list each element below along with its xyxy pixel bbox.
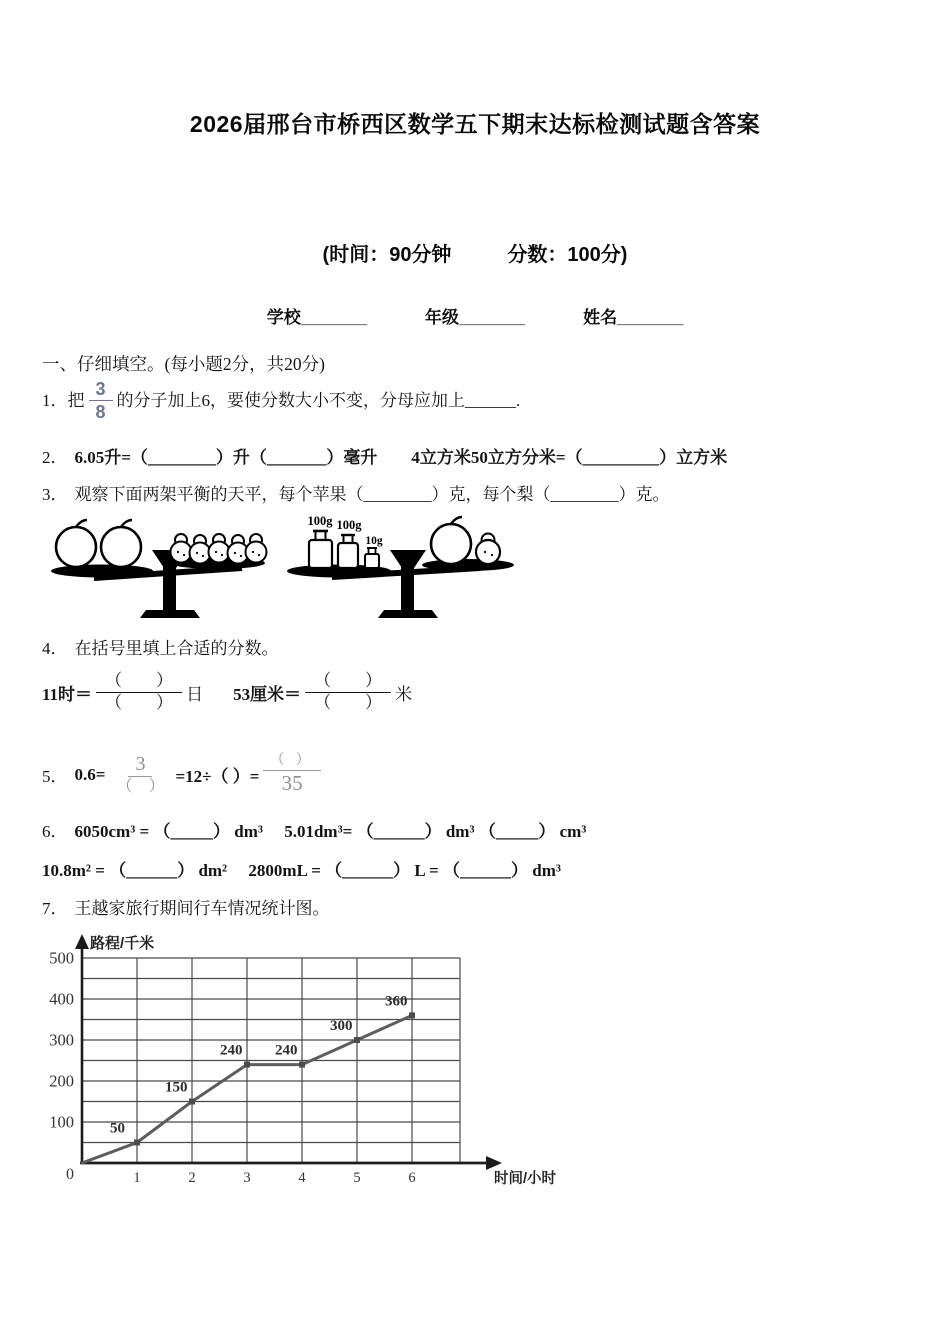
q4-number: 4． (42, 639, 68, 659)
svg-text:5: 5 (353, 1169, 361, 1186)
fraction-denominator: 35 (281, 771, 303, 796)
exam-body (0, 351, 950, 1210)
question-4 (42, 636, 910, 662)
svg-text:1: 1 (133, 1169, 141, 1186)
q7-text: 王越家旅行期间行车情况统计图。 (74, 899, 330, 919)
svg-text:240: 240 (275, 1042, 298, 1059)
svg-text:240: 240 (220, 1042, 243, 1059)
svg-text:200: 200 (49, 1071, 74, 1091)
svg-text:6: 6 (408, 1169, 416, 1186)
score-label: 分数：100分) (507, 244, 628, 266)
svg-text:0: 0 (66, 1165, 74, 1183)
q5-text-2: =12÷（ ）= (175, 767, 260, 787)
svg-text:3: 3 (243, 1169, 251, 1186)
left-pan (51, 565, 153, 578)
q3-number: 3． (42, 484, 68, 504)
question-7 (42, 896, 910, 922)
fraction-numerator: （ ） (305, 671, 391, 693)
time-label: (时间：90分钟 (322, 244, 452, 266)
svg-text:2: 2 (188, 1169, 196, 1186)
fraction-numerator: （ ） (96, 671, 182, 693)
svg-text:4: 4 (298, 1169, 306, 1186)
balance-scales-figure (44, 510, 910, 627)
question-3 (42, 482, 910, 508)
question-6-line2 (42, 858, 910, 884)
pear-icon (171, 534, 267, 564)
q4-expr2-lhs: 53厘米＝ (233, 684, 302, 704)
page-title: 2026届邢台市桥西区数学五下期末达标检测试题含答案 (189, 111, 761, 137)
travel-chart (42, 933, 572, 1205)
svg-text:100: 100 (49, 1112, 74, 1132)
fraction-denominator: 8 (95, 402, 106, 423)
right-balance (287, 514, 514, 618)
question-6-line1 (42, 819, 910, 845)
svg-text:路程/千米: 路程/千米 (90, 934, 155, 952)
question-2 (42, 445, 910, 471)
q3-text: 观察下面两架平衡的天平，每个苹果（________）克，每个梨（________）克。 (74, 484, 670, 504)
q4-expr1-lhs: 11时＝ (42, 684, 93, 704)
travel-chart-figure (42, 933, 910, 1210)
weight-label: 100g (307, 514, 333, 529)
pear-icon (476, 534, 500, 565)
fraction-denominator: （ ） (105, 692, 174, 712)
fraction-denominator: （ ） (314, 692, 383, 712)
weight-label: 100g (336, 518, 362, 533)
q6-number: 6． (42, 822, 68, 842)
left-balance (51, 520, 267, 618)
svg-text:360: 360 (385, 993, 408, 1010)
weight-icon (309, 531, 332, 568)
q5-text-1: 0.6= (74, 764, 106, 784)
q1-text-post: 的分子加上6，要使分数大小不变，分母应加上______. (116, 390, 521, 410)
balance-scales-illustration (44, 510, 544, 622)
school-field: 学校_______ (266, 308, 367, 327)
q5-fraction-2 (263, 753, 321, 795)
q6-text-line2: 10.8m² = （______） dm² 2800mL = （______） L = （______） dm³ (42, 860, 561, 880)
svg-text:300: 300 (330, 1017, 353, 1034)
q4-fraction-2 (305, 671, 391, 714)
q1-text-pre: 1．把 (42, 390, 85, 410)
apple-icon (56, 520, 96, 567)
fraction-numerator: （ ） (263, 753, 321, 771)
q4-fraction-1 (96, 671, 182, 714)
question-5 (42, 753, 910, 796)
q4-text: 在括号里填上合适的分数。 (74, 639, 279, 659)
q2-text: 6.05升=（________）升（_______）毫升 4立方米50立方分米=（_________）立方米 (74, 448, 728, 468)
apple-icon (431, 517, 471, 564)
exam-meta (0, 238, 950, 267)
right-pan (422, 559, 514, 571)
q4-expressions (42, 671, 910, 714)
svg-text:时间/小时: 时间/小时 (494, 1170, 557, 1187)
svg-text:500: 500 (49, 948, 74, 968)
fraction-numerator: 3 (89, 379, 113, 401)
q6-text-line1: 6050cm³ = （_____） dm³ 5.01dm³= （______） dm³ （_____） cm³ (74, 822, 587, 842)
q7-number: 7． (42, 899, 68, 919)
fraction-denominator: （ ） (116, 778, 165, 796)
student-fields (0, 303, 950, 328)
fraction-numerator: 3 (128, 753, 152, 777)
svg-text:50: 50 (110, 1120, 125, 1137)
weight-label: 10g (365, 535, 383, 548)
svg-text:150: 150 (165, 1079, 188, 1096)
question-1 (42, 379, 910, 422)
q2-number: 2． (42, 448, 68, 468)
q1-fraction (89, 379, 113, 422)
weight-icon (338, 535, 358, 568)
section-one-heading: 一、仔细填空。(每小题2分，共20分) (42, 354, 325, 374)
weight-icon (365, 548, 379, 568)
name-field: 姓名_______ (583, 308, 684, 327)
q5-number: 5． (42, 767, 68, 787)
svg-text:400: 400 (49, 989, 74, 1009)
apple-icon (101, 520, 141, 567)
svg-text:300: 300 (49, 1030, 74, 1050)
grade-field: 年级_______ (424, 308, 526, 327)
q5-fraction-1 (109, 753, 171, 796)
q4-expr1-unit: 日 (186, 684, 204, 704)
q4-expr2-unit: 米 (395, 684, 413, 704)
